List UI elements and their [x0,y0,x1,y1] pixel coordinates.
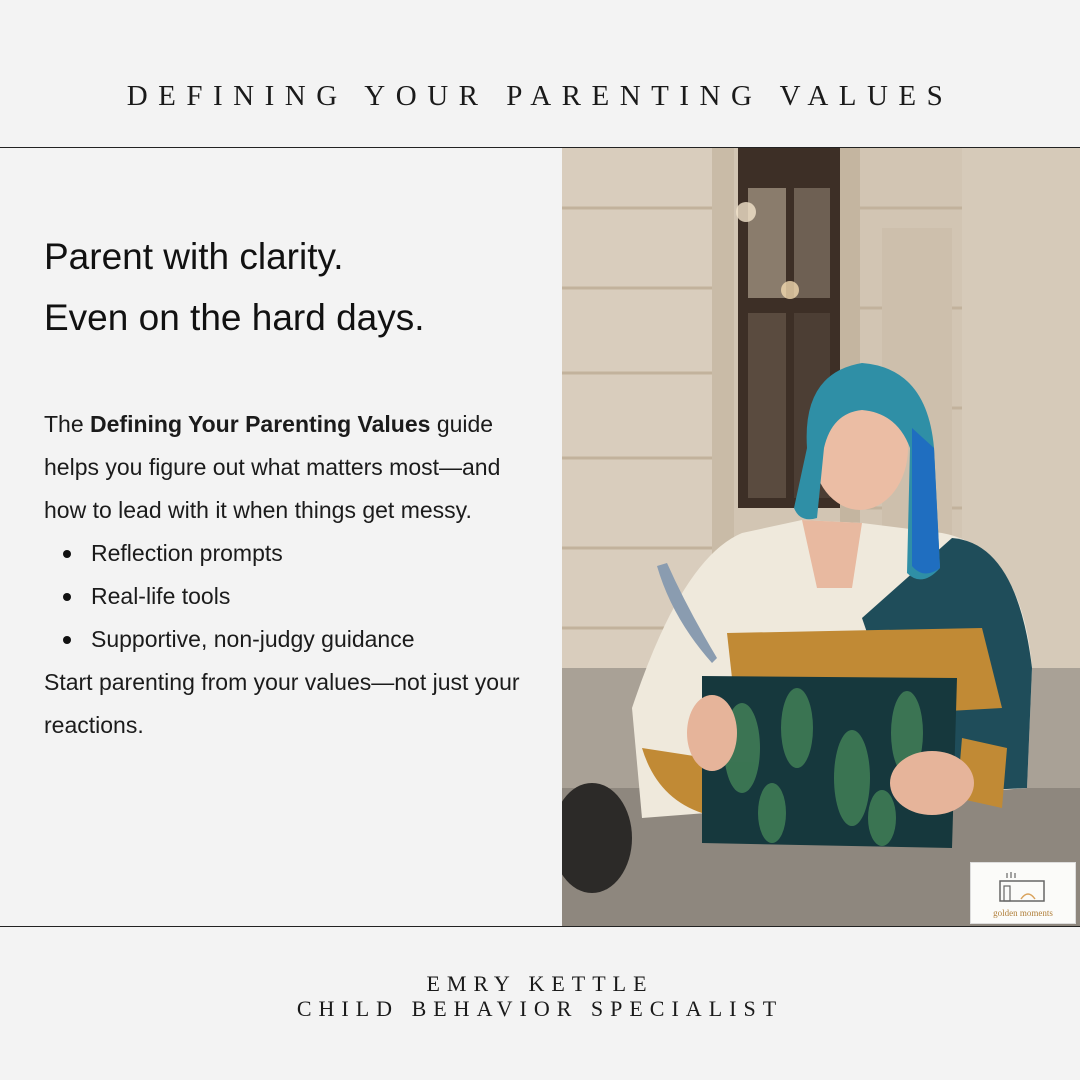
headline [44,226,425,348]
intro-prefix: The [44,411,84,437]
bullet-icon [63,550,71,558]
footer [0,971,1080,1021]
list-item-label: Supportive, non-judgy guidance [91,626,415,652]
portrait-photo [562,148,1080,926]
headline-line-2: Even on the hard days. [44,297,425,338]
list-item [44,532,544,575]
body-copy [44,403,544,747]
logo-text: golden moments [993,908,1053,918]
bottom-divider [0,926,1080,927]
brand-logo [970,862,1076,924]
author-name: EMRY KETTLE [426,971,654,996]
list-item [44,618,544,661]
list-item [44,575,544,618]
portrait-illustration [562,148,1080,926]
page-title: DEFINING YOUR PARENTING VALUES [126,80,954,112]
intro-paragraph [44,403,544,532]
list-item-label: Real-life tools [91,583,231,609]
list-item-label: Reflection prompts [91,540,283,566]
author-role: CHILD BEHAVIOR SPECIALIST [296,996,784,1021]
bullet-icon [63,593,71,601]
bullet-icon [63,636,71,644]
intro-text: guide helps you figure out what matters most—and how to lead with it when things get messy. [44,411,501,523]
closing-paragraph: Start parenting from your values—not just your reactions. [44,669,520,738]
headline-line-1: Parent with clarity. [44,236,344,277]
guide-name: Defining Your Parenting Values [90,411,431,437]
feature-list [44,532,544,661]
logo-mark [971,863,1075,923]
